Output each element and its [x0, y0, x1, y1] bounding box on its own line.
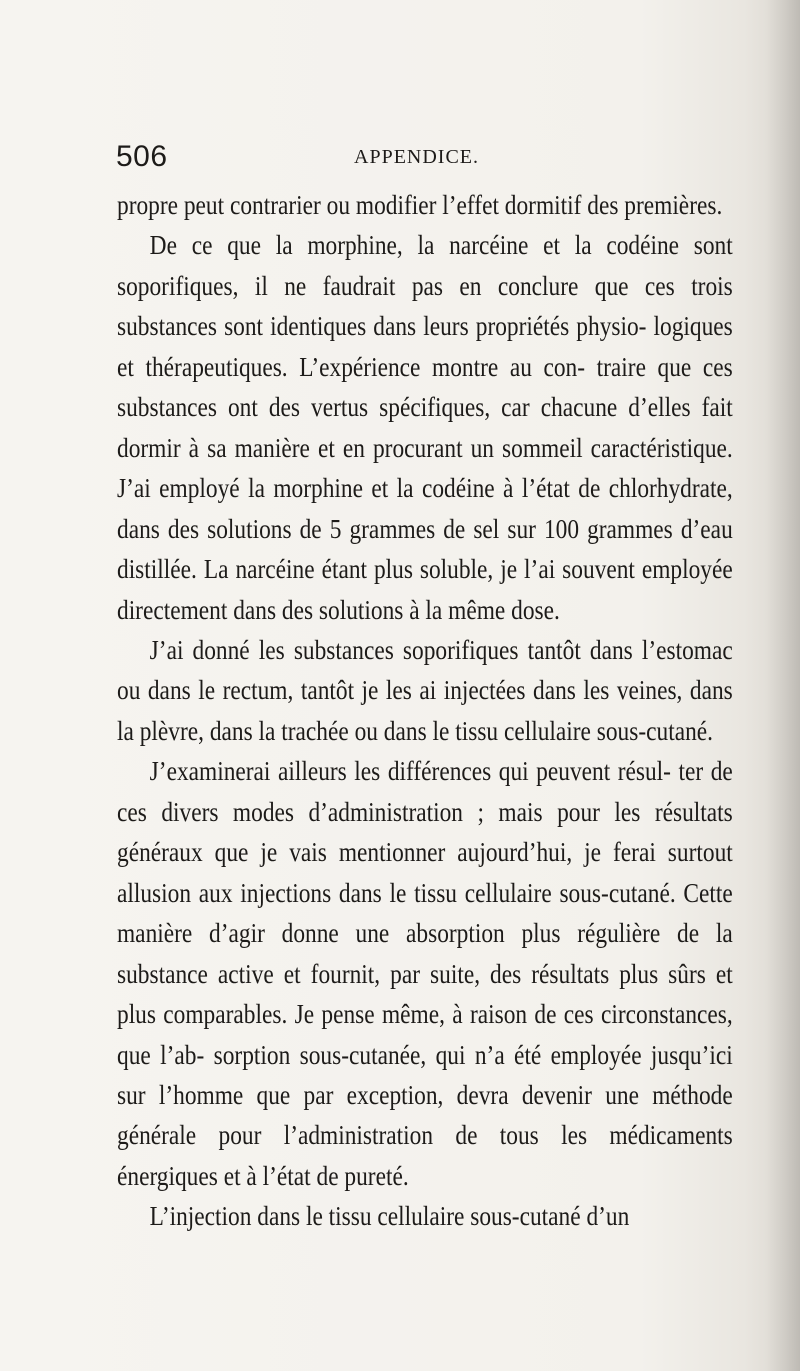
- paragraph: J’examinerai ailleurs les différences qui peuvent résul- ter de ces divers modes d’administration ; mais pour les résultats généraux que je vais mentionner aujourd’hui, je ferai surtout allusion aux injections dans le tissu cellulaire sous-cutané. Cette manière d’agir donne une absorption plus régulière de la substance active et fournit, par suite, des résultats plus sûrs et plus comparables. Je pense même, à raison de ces circonstances, que l’ab- sorption sous-cutanée, qui n’a été employée jusqu’ici sur l’homme que par exception, devra devenir une méthode générale pour l’administration de tous les médicaments énergiques et à l’état de pureté.: [117, 756, 733, 1191]
- running-head: APPENDICE.: [354, 146, 480, 168]
- paragraph: De ce que la morphine, la narcéine et la codéine sont soporifiques, il ne faudrait pas en conclure que ces trois substances sont identiques dans leurs propriétés physio- logiques et thérapeutiques. L’expérience montre au con- traire que ces substances ont des vertus spécifiques, car chacune d’elles fait dormir à sa manière et en procurant un sommeil caractéristique. J’ai employé la morphine et la codéine à l’état de chlorhydrate, dans des solutions de 5 grammes de sel sur 100 grammes d’eau distillée. La narcéine étant plus soluble, je l’ai souvent employée directement dans des solutions à la même dose.: [117, 230, 733, 625]
- page-edge-shadow: [766, 0, 800, 1371]
- paragraph-continuation: propre peut contrarier ou modifier l’effet dormitif des premières.: [117, 190, 723, 220]
- page-number: 506: [116, 140, 168, 173]
- paragraph: J’ai donné les substances soporifiques tantôt dans l’estomac ou dans le rectum, tantôt je les ai injectées dans les veines, dans la plèvre, dans la trachée ou dans le tissu cellulaire sous-cutané.: [117, 634, 733, 746]
- body-text: [117, 185, 733, 1237]
- paragraph: L’injection dans le tissu cellulaire sous-cutané d’un: [149, 1201, 630, 1232]
- page-header: [116, 140, 736, 180]
